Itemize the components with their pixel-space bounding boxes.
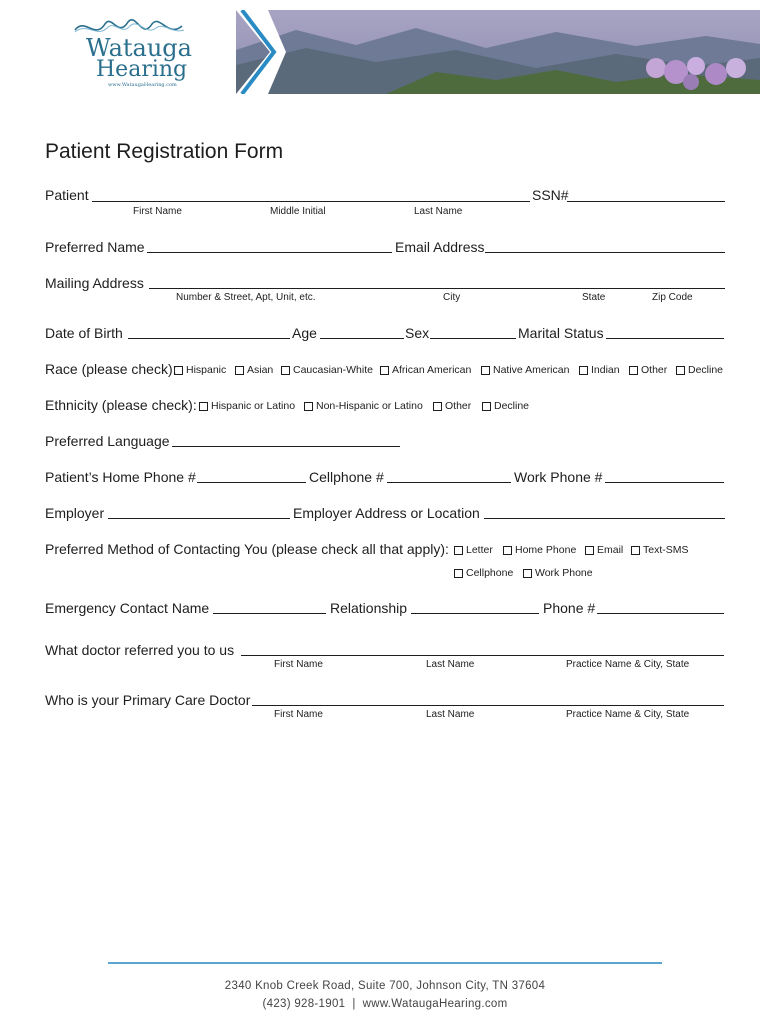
race-option-other[interactable]: Other (629, 364, 667, 376)
page-title: Patient Registration Form (45, 140, 284, 163)
referring-doctor-field[interactable] (241, 655, 724, 656)
age-field[interactable] (320, 338, 404, 339)
emergency-phone-field[interactable] (597, 613, 724, 614)
emergency-contact-field[interactable] (213, 613, 326, 614)
checkbox-icon (503, 546, 512, 555)
race-option-caucasian[interactable]: Caucasian-White (281, 364, 373, 376)
employer-address-field[interactable] (484, 518, 725, 519)
ethnicity-option-other[interactable]: Other (433, 400, 471, 412)
checkbox-icon (281, 366, 290, 375)
relationship-label: Relationship (330, 600, 408, 616)
checkbox-icon (454, 569, 463, 578)
emergency-contact-label: Emergency Contact Name (45, 600, 210, 616)
contact-option-cellphone[interactable]: Cellphone (454, 567, 513, 579)
checkbox-icon (433, 402, 442, 411)
contact-option-work-phone[interactable]: Work Phone (523, 567, 593, 579)
email-field[interactable] (485, 252, 725, 253)
checkbox-icon (579, 366, 588, 375)
race-option-decline[interactable]: Decline (676, 364, 723, 376)
middle-initial-caption: Middle Initial (270, 206, 326, 217)
work-phone-label: Work Phone # (514, 469, 603, 485)
checkbox-icon (629, 366, 638, 375)
checkbox-icon (380, 366, 389, 375)
contact-option-text-sms[interactable]: Text-SMS (631, 544, 689, 556)
mailing-address-field[interactable] (149, 288, 725, 289)
race-option-african-american[interactable]: African American (380, 364, 471, 376)
state-caption: State (582, 292, 606, 303)
contact-option-email[interactable]: Email (585, 544, 623, 556)
sex-field[interactable] (430, 338, 516, 339)
zip-caption: Zip Code (652, 292, 693, 303)
contact-option-letter[interactable]: Letter (454, 544, 493, 556)
checkbox-icon (631, 546, 640, 555)
street-caption: Number & Street, Apt, Unit, etc. (176, 292, 316, 303)
checkbox-icon (523, 569, 532, 578)
mailing-address-label: Mailing Address (45, 275, 144, 291)
logo-name-line1: Watauga (86, 34, 192, 62)
referring-first-name-caption: First Name (274, 659, 323, 670)
checkbox-icon (235, 366, 244, 375)
contact-option-home-phone[interactable]: Home Phone (503, 544, 576, 556)
preferred-language-field[interactable] (172, 446, 400, 447)
primary-practice-caption: Practice Name & City, State (566, 709, 690, 720)
checkbox-icon (199, 402, 208, 411)
header-banner-image (236, 10, 760, 94)
ethnicity-label: Ethnicity (please check): (45, 397, 197, 413)
patient-name-field[interactable] (92, 201, 530, 202)
employer-field[interactable] (108, 518, 290, 519)
race-option-hispanic[interactable]: Hispanic (174, 364, 226, 376)
ssn-field[interactable] (567, 201, 725, 202)
marital-status-label: Marital Status (518, 325, 604, 341)
city-caption: City (443, 292, 461, 303)
primary-first-name-caption: First Name (274, 709, 323, 720)
race-option-native-american[interactable]: Native American (481, 364, 569, 376)
referring-last-name-caption: Last Name (426, 659, 475, 670)
sex-label: Sex (405, 325, 430, 341)
email-label: Email Address (395, 239, 485, 255)
preferred-name-field[interactable] (147, 252, 392, 253)
checkbox-icon (676, 366, 685, 375)
employer-address-label: Employer Address or Location (293, 505, 480, 521)
race-label: Race (please check): (45, 361, 177, 377)
logo-url: www.WataugaHearing.com (108, 82, 177, 88)
ethnicity-option-hispanic-latino[interactable]: Hispanic or Latino (199, 400, 295, 412)
referring-practice-caption: Practice Name & City, State (566, 659, 690, 670)
checkbox-icon (481, 366, 490, 375)
checkbox-icon (304, 402, 313, 411)
cellphone-field[interactable] (387, 482, 511, 483)
footer-contact: (423) 928-1901 | www.WataugaHearing.com (262, 998, 508, 1010)
checkbox-icon (585, 546, 594, 555)
preferred-name-label: Preferred Name (45, 239, 145, 255)
ssn-label: SSN# (532, 187, 569, 203)
logo (70, 12, 190, 94)
work-phone-field[interactable] (605, 482, 724, 483)
dob-field[interactable] (128, 338, 290, 339)
last-name-caption: Last Name (414, 206, 463, 217)
checkbox-icon (482, 402, 491, 411)
logo-name-line2: Hearing (96, 57, 188, 82)
primary-care-field[interactable] (252, 705, 724, 706)
checkbox-icon (174, 366, 183, 375)
race-option-asian[interactable]: Asian (235, 364, 273, 376)
home-phone-field[interactable] (197, 482, 306, 483)
employer-label: Employer (45, 505, 105, 521)
marital-status-field[interactable] (606, 338, 724, 339)
preferred-language-label: Preferred Language (45, 433, 170, 449)
emergency-phone-label: Phone # (543, 600, 596, 616)
home-phone-label: Patient’s Home Phone # (45, 469, 196, 485)
contact-method-label: Preferred Method of Contacting You (please check all that apply): (45, 541, 449, 557)
primary-care-label: Who is your Primary Care Doctor (45, 692, 251, 708)
footer-address: 2340 Knob Creek Road, Suite 700, Johnson City, TN 37604 (224, 980, 546, 992)
first-name-caption: First Name (133, 206, 182, 217)
primary-last-name-caption: Last Name (426, 709, 475, 720)
race-option-indian[interactable]: Indian (579, 364, 620, 376)
ethnicity-option-decline[interactable]: Decline (482, 400, 529, 412)
referring-doctor-label: What doctor referred you to us (45, 642, 235, 658)
ethnicity-option-non-hispanic[interactable]: Non-Hispanic or Latino (304, 400, 423, 412)
cellphone-label: Cellphone # (309, 469, 384, 485)
relationship-field[interactable] (411, 613, 539, 614)
footer-divider (108, 962, 662, 964)
checkbox-icon (454, 546, 463, 555)
dob-label: Date of Birth (45, 325, 123, 341)
age-label: Age (292, 325, 317, 341)
patient-label: Patient (45, 187, 89, 203)
